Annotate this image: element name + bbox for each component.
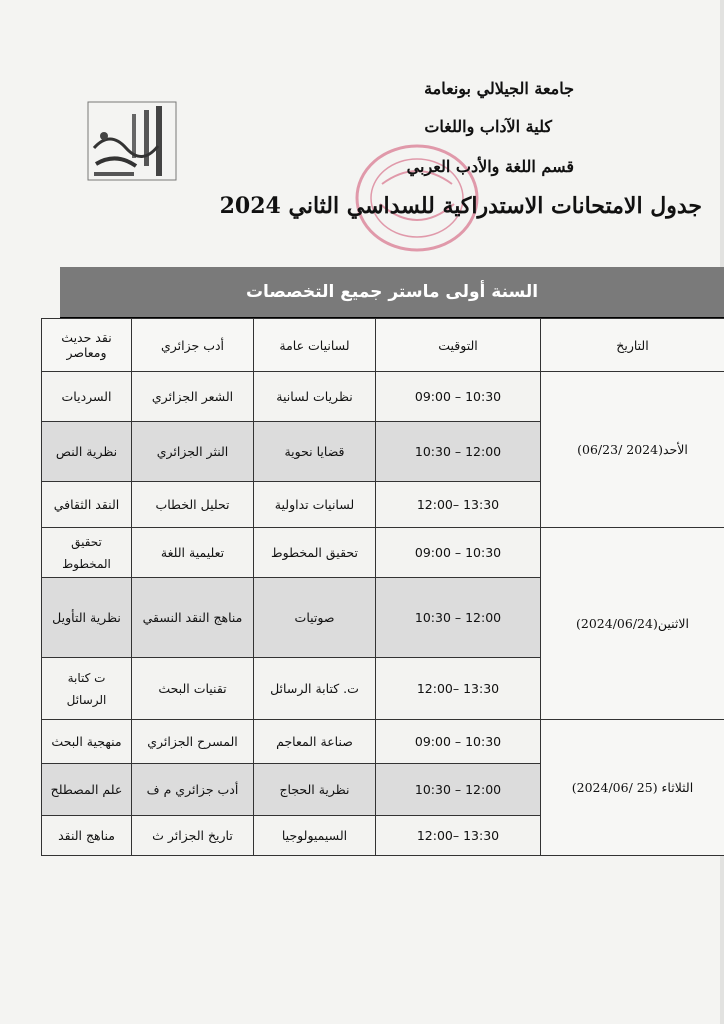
linguistics-cell: نظرية الحجاج bbox=[254, 764, 376, 816]
header-algerian-lit: أدب جزائري bbox=[132, 319, 254, 372]
time-cell: 09:00 – 10:30 bbox=[376, 528, 541, 578]
algerian-lit-cell: النثر الجزائري bbox=[132, 422, 254, 482]
linguistics-cell: ت. كتابة الرسائل bbox=[254, 658, 376, 720]
linguistics-cell: صناعة المعاجم bbox=[254, 720, 376, 764]
time-cell: 12:00– 13:30 bbox=[376, 816, 541, 856]
page-title: جدول الامتحانات الاستدراكية للسداسي الثاني 2024 bbox=[219, 193, 702, 219]
algerian-lit-cell: تحليل الخطاب bbox=[132, 482, 254, 528]
criticism-cell: علم المصطلح bbox=[42, 764, 132, 816]
date-cell: الأحد(2024 /06/23) bbox=[541, 372, 724, 528]
header-criticism: نقد حديث ومعاصر bbox=[42, 319, 132, 372]
table-row bbox=[42, 528, 724, 578]
linguistics-cell: صوتيات bbox=[254, 578, 376, 658]
algerian-lit-cell: المسرح الجزائري bbox=[132, 720, 254, 764]
time-cell: 12:00– 13:30 bbox=[376, 658, 541, 720]
time-cell: 10:30 – 12:00 bbox=[376, 764, 541, 816]
university-logo-icon bbox=[86, 100, 178, 182]
time-cell: 10:30 – 12:00 bbox=[376, 578, 541, 658]
time-cell: 09:00 – 10:30 bbox=[376, 720, 541, 764]
criticism-cell: ت كتابة الرسائل bbox=[42, 658, 132, 720]
department-name: قسم اللغة والأدب العربي bbox=[406, 157, 574, 176]
header-linguistics: لسانيات عامة bbox=[254, 319, 376, 372]
linguistics-cell: تحقيق المخطوط bbox=[254, 528, 376, 578]
linguistics-cell: لسانيات تداولية bbox=[254, 482, 376, 528]
linguistics-cell: نظريات لسانية bbox=[254, 372, 376, 422]
exam-schedule-table bbox=[41, 318, 724, 856]
linguistics-cell: قضايا نحوية bbox=[254, 422, 376, 482]
algerian-lit-cell: مناهج النقد النسقي bbox=[132, 578, 254, 658]
date-cell: الثلاثاء (25 /2024/06) bbox=[541, 720, 724, 856]
faculty-name: كلية الآداب واللغات bbox=[424, 117, 552, 136]
university-name: جامعة الجيلالي بونعامة bbox=[424, 79, 574, 98]
date-cell: الاثنين(2024/06/24) bbox=[541, 528, 724, 720]
algerian-lit-cell: تاريخ الجزائر ث bbox=[132, 816, 254, 856]
time-cell: 10:30 – 12:00 bbox=[376, 422, 541, 482]
criticism-cell: النقد الثقافي bbox=[42, 482, 132, 528]
time-cell: 09:00 – 10:30 bbox=[376, 372, 541, 422]
criticism-cell: منهجية البحث bbox=[42, 720, 132, 764]
year-band bbox=[60, 267, 724, 319]
table-row bbox=[42, 720, 724, 764]
criticism-cell: تحقيق المخطوط bbox=[42, 528, 132, 578]
algerian-lit-cell: تعليمية اللغة bbox=[132, 528, 254, 578]
header-date: التاريخ bbox=[541, 319, 724, 372]
criticism-cell: نظرية النص bbox=[42, 422, 132, 482]
algerian-lit-cell: أدب جزائري م ف bbox=[132, 764, 254, 816]
header-time: التوقيت bbox=[376, 319, 541, 372]
year-band-label: السنة أولى ماستر جميع التخصصات bbox=[245, 282, 539, 302]
criticism-cell: نظرية التأويل bbox=[42, 578, 132, 658]
time-cell: 12:00– 13:30 bbox=[376, 482, 541, 528]
table-row bbox=[42, 372, 724, 422]
algerian-lit-cell: تقنيات البحث bbox=[132, 658, 254, 720]
algerian-lit-cell: الشعر الجزائري bbox=[132, 372, 254, 422]
linguistics-cell: السيميولوجيا bbox=[254, 816, 376, 856]
criticism-cell: السرديات bbox=[42, 372, 132, 422]
table-header-row bbox=[42, 319, 724, 372]
criticism-cell: مناهج النقد bbox=[42, 816, 132, 856]
